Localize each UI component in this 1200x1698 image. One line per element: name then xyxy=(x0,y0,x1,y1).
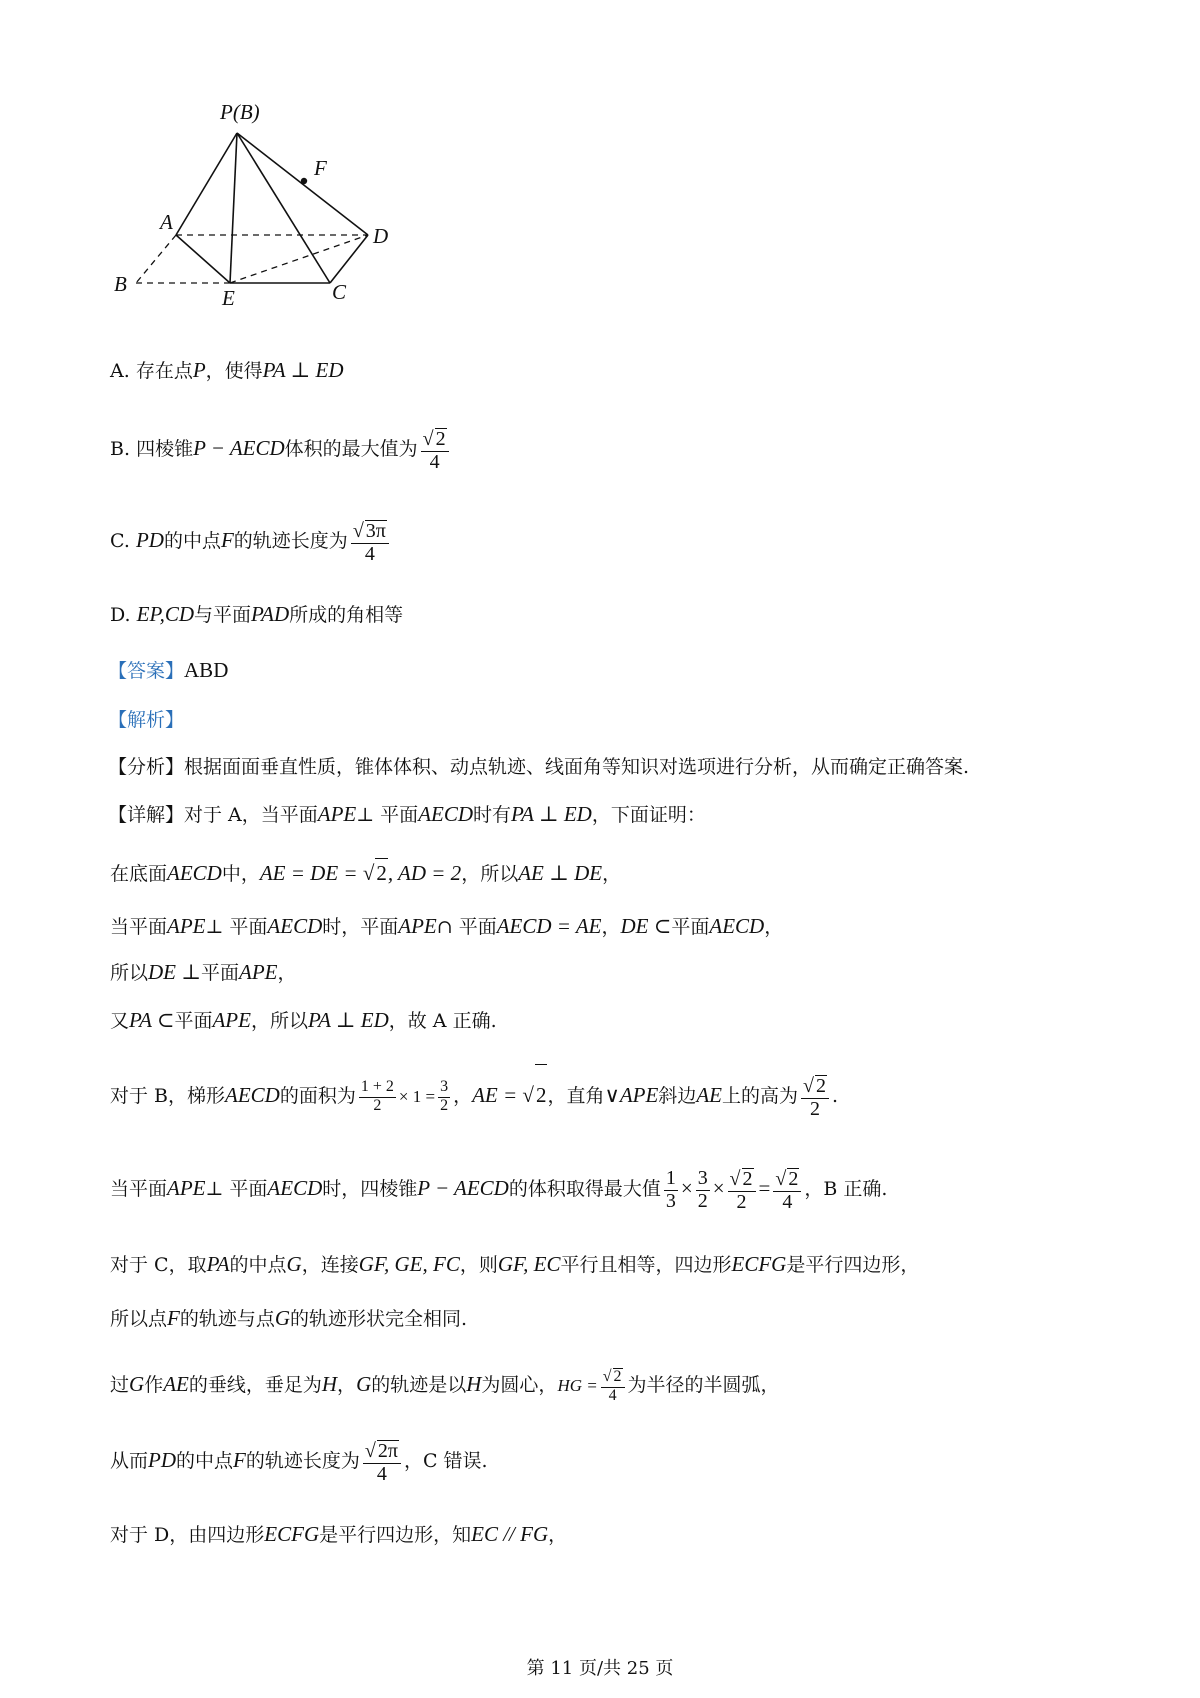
math: EC // FG xyxy=(471,1522,549,1546)
math: H xyxy=(321,1372,338,1396)
math: AE = xyxy=(472,1083,518,1107)
text: 当平面 xyxy=(110,916,168,938)
edge-AE xyxy=(176,235,230,283)
text: ， xyxy=(277,962,297,984)
edge-ED-dashed xyxy=(230,235,368,283)
denominator: 4 xyxy=(376,1462,387,1485)
math: APE xyxy=(239,960,278,984)
xiangjie-line xyxy=(108,800,706,829)
numerator: 1 xyxy=(665,1167,676,1189)
fraction xyxy=(438,1079,450,1115)
text: 体积的最大值为 xyxy=(284,438,418,460)
math: DE ⊂ xyxy=(620,914,672,938)
denominator: 2 xyxy=(736,1190,747,1213)
math: AE xyxy=(163,1372,189,1396)
radicand: 2 xyxy=(816,1074,826,1097)
text: 对于 B，梯形 xyxy=(110,1085,226,1107)
analysis-line xyxy=(108,706,184,734)
math: APE xyxy=(212,1008,251,1032)
c-line-2 xyxy=(110,1304,467,1333)
math: PA ⊂ xyxy=(129,1008,175,1032)
text: 为圆心， xyxy=(481,1374,558,1396)
math: EP,CD xyxy=(136,602,195,626)
answer-value: ABD xyxy=(184,658,229,682)
math: P − AECD xyxy=(193,436,285,460)
math: P − AECD xyxy=(417,1176,509,1200)
text: . xyxy=(832,1085,839,1107)
label-D: D xyxy=(373,224,389,248)
math: ∨APE xyxy=(604,1083,659,1107)
text: 平面 xyxy=(201,962,240,984)
text: 的垂线，垂足为 xyxy=(188,1374,322,1396)
text: 平行且相等，四边形 xyxy=(560,1254,732,1276)
numerator: 1 + 2 xyxy=(359,1079,396,1098)
text: 当平面 xyxy=(110,1178,168,1200)
denominator: 2 xyxy=(373,1097,382,1114)
math: GF, EC xyxy=(497,1252,561,1276)
radicand: 3π xyxy=(365,519,386,542)
edge-PE xyxy=(230,133,237,283)
fraction: $\frac{√ 2\pi}{4}$ xyxy=(363,1440,401,1485)
math: APE xyxy=(167,914,206,938)
fraction: $\frac{√ 2}{4}$ xyxy=(601,1368,625,1405)
text: ， xyxy=(601,916,621,938)
fraction xyxy=(664,1168,678,1212)
text: ⊥ 平面 xyxy=(205,916,268,938)
math: AECD xyxy=(225,1083,280,1107)
option-a xyxy=(110,356,343,385)
math: H xyxy=(466,1372,482,1396)
math: F xyxy=(233,1448,246,1472)
text: 的轨迹长度为 xyxy=(245,1450,360,1472)
point-F xyxy=(301,178,307,184)
base-line: 在底面AECD中，AE = DE = √2, AD = 2，所以AE ⊥ DE， xyxy=(110,858,621,888)
math: PAD xyxy=(251,602,290,626)
math: G xyxy=(274,1306,291,1330)
text: 的轨迹与点 xyxy=(179,1308,275,1330)
math: PA ⊥ ED xyxy=(307,1008,389,1032)
text: 对于 A，当平面 xyxy=(184,804,318,826)
math: P xyxy=(192,358,206,382)
d-line-1 xyxy=(110,1520,567,1549)
text: 所以 xyxy=(110,962,149,984)
text: ，C 错误. xyxy=(403,1450,488,1472)
math: AECD xyxy=(267,914,323,938)
fraction xyxy=(696,1168,710,1212)
text: 时，四棱锥 xyxy=(322,1178,418,1200)
text: 的体积取得最大值 xyxy=(508,1178,661,1200)
label-P: P(B) xyxy=(220,100,260,124)
text: 为半径的半圆弧， xyxy=(627,1374,780,1396)
text: ，连接 xyxy=(301,1254,359,1276)
math: ECFG xyxy=(264,1522,320,1546)
pyramid-diagram xyxy=(110,95,410,325)
option-b xyxy=(110,418,452,479)
denominator: 2 xyxy=(810,1097,820,1120)
text: 时有 xyxy=(473,804,512,826)
text: 又 xyxy=(110,1010,130,1032)
xiangjie-tag: 【详解】 xyxy=(108,804,185,826)
answer-tag: 【答案】 xyxy=(108,660,185,682)
fenxi-tag: 【分析】 xyxy=(108,756,185,778)
math: G xyxy=(286,1252,302,1276)
math: PD xyxy=(135,528,164,552)
text: 的中点 xyxy=(176,1450,234,1472)
denominator: 2 xyxy=(697,1190,708,1212)
denominator: 4 xyxy=(429,450,440,473)
math: , AD = 2 xyxy=(387,861,462,885)
math: F xyxy=(220,528,234,552)
math: HG = xyxy=(557,1376,598,1395)
fraction: $\frac{√ 2}{2}$ xyxy=(801,1075,829,1120)
math: ECFG xyxy=(731,1252,787,1276)
fraction: $\frac{√ 3\pi}{4}$ xyxy=(351,520,389,565)
option-b-prefix: B. xyxy=(110,438,131,460)
text: 斜边 xyxy=(658,1085,697,1107)
numerator: 3 xyxy=(697,1167,708,1189)
option-a-prefix: A. xyxy=(110,360,130,382)
c-line-3 xyxy=(110,1356,780,1414)
math: G xyxy=(356,1372,372,1396)
text: 上的高为 xyxy=(722,1085,799,1107)
text: ， xyxy=(453,1085,473,1107)
math: GF, GE, FC xyxy=(358,1252,460,1276)
text: 过 xyxy=(110,1374,130,1396)
option-c-prefix: C. xyxy=(110,530,130,552)
math: AECD = AE xyxy=(496,914,602,938)
text: ⊥ 平面 xyxy=(205,1178,268,1200)
text: 平面 xyxy=(174,1010,213,1032)
text: ，直角 xyxy=(547,1085,605,1107)
math: F xyxy=(167,1306,180,1330)
option-d-prefix: D. xyxy=(110,604,131,626)
text: 作 xyxy=(144,1374,164,1396)
text: 与平面 xyxy=(194,604,252,626)
radicand: 2 xyxy=(375,858,388,887)
answer-line xyxy=(108,656,228,685)
denominator: 2 xyxy=(440,1097,449,1114)
b-line-2: 当平面APE⊥ 平面AECD时，四棱锥P − AECD的体积取得最大值 $\frac{1}{3}$ × $\frac{3}{2}$ × $\frac{√ 2}{2}$ = $\frac{√ 2}{4}$ ，B 正确. xyxy=(110,1167,888,1213)
numerator: 3 xyxy=(438,1079,450,1098)
text: ，B 正确. xyxy=(804,1178,888,1200)
math: PD xyxy=(148,1448,177,1472)
math: AECD xyxy=(709,914,765,938)
text: 是平行四边形， xyxy=(786,1254,920,1276)
denominator: 4 xyxy=(608,1386,617,1404)
label-C: C xyxy=(332,280,347,304)
text: ∩ 平面 xyxy=(436,916,497,938)
radicand: 2 xyxy=(788,1167,799,1190)
math: PA xyxy=(206,1252,230,1276)
text: ，所以 xyxy=(461,863,519,885)
text: ，所以 xyxy=(250,1010,308,1032)
label-F: F xyxy=(314,156,327,180)
text: 对于 D，由四边形 xyxy=(110,1524,265,1546)
denominator: 4 xyxy=(782,1190,793,1213)
edge-AB-dashed xyxy=(136,235,176,283)
text: 所以点 xyxy=(110,1308,168,1330)
text: 四棱锥 xyxy=(136,438,194,460)
math: APE xyxy=(167,1176,206,1200)
math: AE xyxy=(696,1083,722,1107)
text: ， xyxy=(337,1374,357,1396)
text: 存在点 xyxy=(135,360,193,382)
text: 所成的角相等 xyxy=(289,604,404,626)
text: 中， xyxy=(221,863,260,885)
fraction: $\frac{√ 2}{4}$ xyxy=(773,1168,801,1213)
text: 的轨迹形状完全相同. xyxy=(290,1308,468,1330)
text: 时，平面 xyxy=(322,916,399,938)
text: 的中点 xyxy=(163,530,221,552)
b-line-1: 对于 B，梯形AECD的面积为 $\frac{1 + 2}{2}$ × 1 = $\frac{3}{2}$ ，AE = √2，直角∨APE斜边AE上的高为 $\frac{√ 2}{2}$ . xyxy=(110,1064,838,1127)
page-footer: 第 11 页/共 25 页 xyxy=(526,1658,674,1679)
text: 平面 xyxy=(671,916,710,938)
math: AE ⊥ DE xyxy=(518,861,603,885)
also-line xyxy=(110,1006,497,1035)
text: ⊥ 平面 xyxy=(356,804,419,826)
fenxi-line xyxy=(108,753,969,781)
option-d xyxy=(110,600,403,629)
fraction xyxy=(359,1079,396,1115)
label-B: B xyxy=(114,272,127,296)
edge-PD xyxy=(237,133,368,235)
text: ，则 xyxy=(459,1254,498,1276)
edge-PA xyxy=(176,133,237,235)
c-line-4 xyxy=(110,1430,488,1491)
text: ， xyxy=(764,916,784,938)
analysis-tag: 【解析】 xyxy=(108,709,185,731)
math: PA ⊥ ED xyxy=(511,802,592,826)
math: APE xyxy=(398,914,437,938)
c-line-1 xyxy=(110,1250,919,1279)
math: APE xyxy=(317,802,357,826)
text: 的中点 xyxy=(229,1254,287,1276)
text: 的面积为 xyxy=(279,1085,356,1107)
when-line xyxy=(110,912,783,941)
fenxi-text: 根据面面垂直性质，锥体体积、动点轨迹、线面角等知识对选项进行分析，从而确定正确答案. xyxy=(184,756,970,778)
radicand: 2 xyxy=(535,1064,548,1125)
text: 的轨迹是以 xyxy=(371,1374,467,1396)
option-c xyxy=(110,510,392,571)
math: × 1 = xyxy=(398,1087,436,1106)
math: AECD xyxy=(267,1176,323,1200)
text: ，故 A 正确. xyxy=(388,1010,497,1032)
math: PA ⊥ ED xyxy=(262,358,344,382)
text: ，下面证明： xyxy=(591,804,706,826)
math: G xyxy=(129,1372,145,1396)
text: 在底面 xyxy=(110,863,168,885)
text: ，使得 xyxy=(205,360,263,382)
denominator: 4 xyxy=(364,542,375,565)
math: DE ⊥ xyxy=(148,960,202,984)
fraction: $\frac{√ 2}{2}$ xyxy=(728,1168,756,1213)
text: 从而 xyxy=(110,1450,149,1472)
radicand: 2π xyxy=(377,1439,398,1462)
math: AECD xyxy=(167,861,222,885)
text: ， xyxy=(548,1524,568,1546)
radicand: 2 xyxy=(613,1367,622,1385)
text: 对于 C，取 xyxy=(110,1254,207,1276)
math: AECD xyxy=(418,802,474,826)
radicand: 2 xyxy=(435,427,446,450)
text: ， xyxy=(602,863,622,885)
math: AE = DE = xyxy=(259,861,358,885)
denominator: 3 xyxy=(665,1190,676,1212)
label-E: E xyxy=(222,286,235,310)
text: 的轨迹长度为 xyxy=(233,530,348,552)
fraction: $\frac{√ 2}{4}$ xyxy=(421,428,449,473)
radicand: 2 xyxy=(742,1167,753,1190)
so-line xyxy=(110,958,297,987)
text: 是平行四边形，知 xyxy=(319,1524,472,1546)
label-A: A xyxy=(160,210,173,234)
